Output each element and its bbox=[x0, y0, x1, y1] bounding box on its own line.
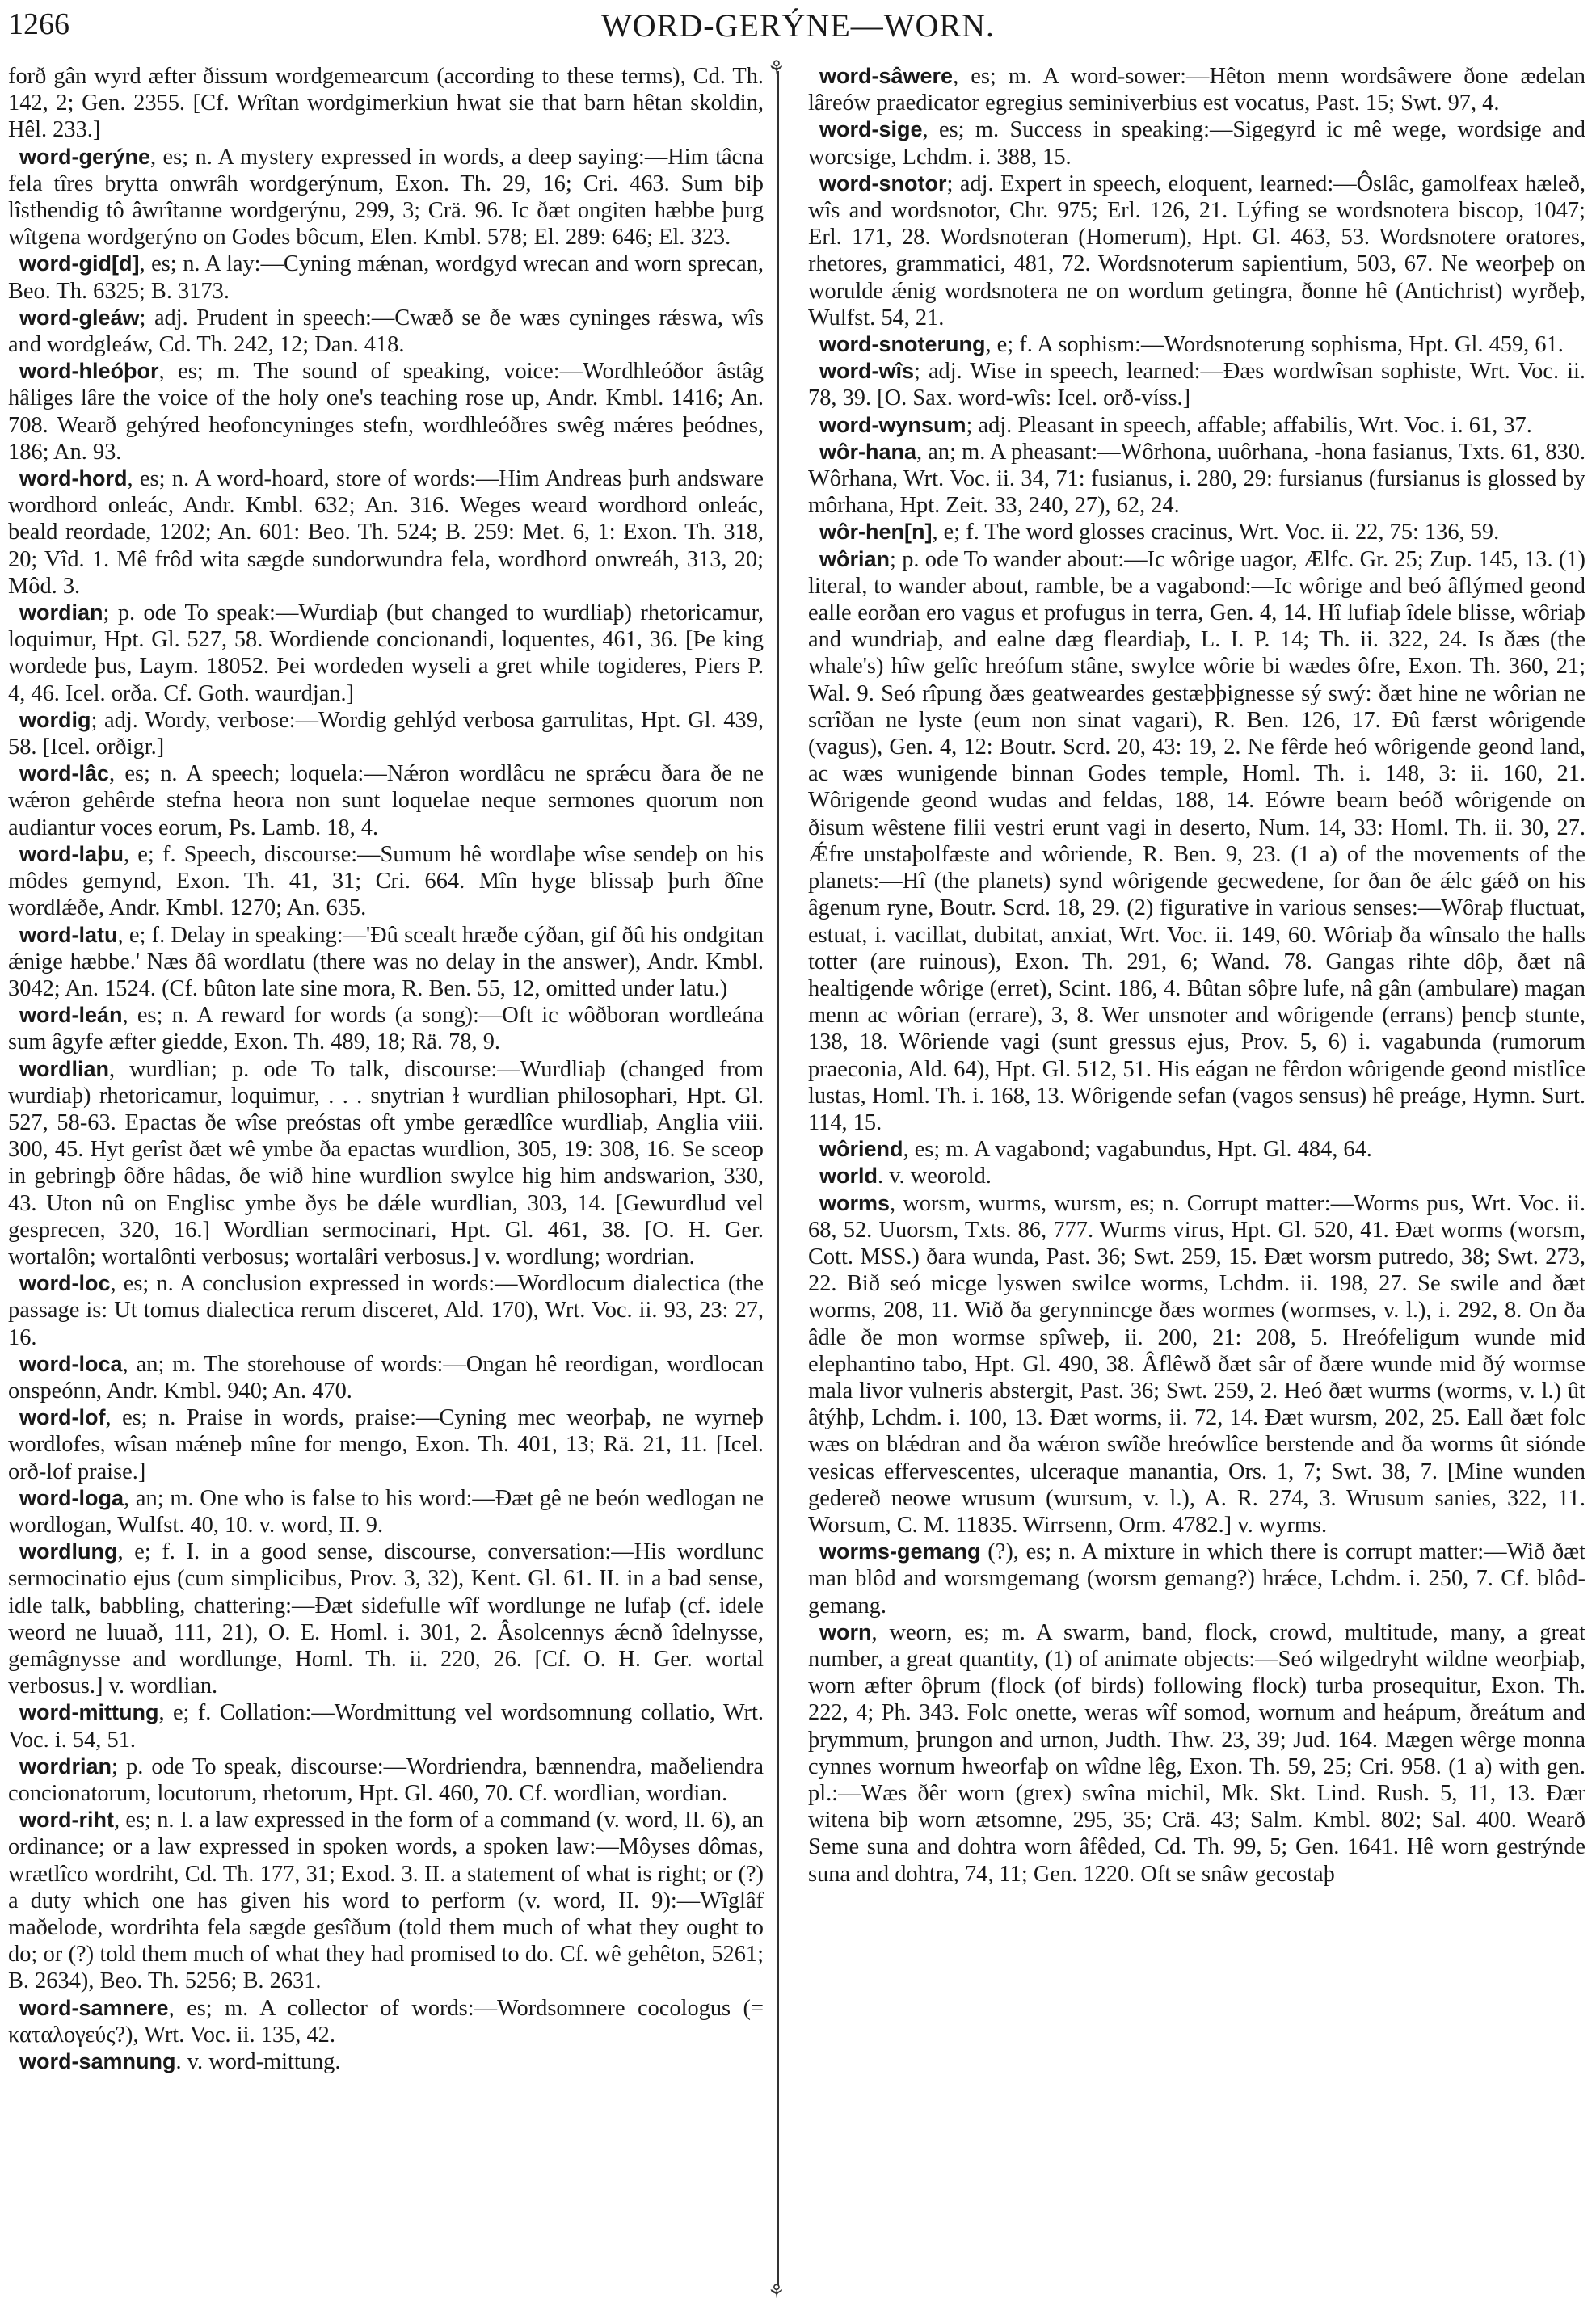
headword: word-lâc bbox=[19, 761, 110, 786]
dictionary-entry bbox=[808, 1539, 1585, 1619]
dictionary-entry bbox=[8, 358, 764, 465]
dictionary-entry bbox=[8, 1270, 764, 1351]
headword: word-gid[d] bbox=[19, 251, 140, 276]
headword: wordrian bbox=[19, 1753, 112, 1779]
headword: wordian bbox=[19, 600, 103, 625]
entry-definition: , e; f. Delay in speaking:—'Ðû scealt hræðe cýðan, gif ðû his ondgitan ǽnige hæbbe.' Næs ðâ wordlatu (there was no delay in the answer), Andr. Kmbl. 3042; An. 1524. (Cf. bûton late sine mora, R. Ben. 55, 12, omitted under latu.) bbox=[8, 922, 764, 1001]
dictionary-entry bbox=[808, 1190, 1585, 1539]
dictionary-entry bbox=[808, 170, 1585, 331]
dictionary-entry bbox=[8, 707, 764, 760]
dictionary-entry bbox=[808, 331, 1585, 358]
entry-definition: , es; m. A word-sower:—Hêton menn wordsâwere ðone ædelan lâreów praedicator egregius seminiverbius est vocatus, Past. 15; Swt. 97, 4. bbox=[808, 64, 1585, 116]
headword: word-riht bbox=[19, 1808, 114, 1833]
headword: word-sige bbox=[819, 117, 923, 142]
headword: word-laþu bbox=[19, 841, 124, 866]
dictionary-entry bbox=[808, 358, 1585, 411]
dictionary-entry bbox=[8, 1753, 764, 1807]
dictionary-entry bbox=[8, 760, 764, 841]
entry-definition: , weorn, es; m. A swarm, band, flock, crowd, multitude, many, a great number, a great quantity, (1) of animate objects:—Seó wilgedryht wildne weorþiaþ, worn æfter ôþrum (flock (of birds) following flock) turba prosequitur, Exon. Th. 222, 4; Ph. 343. Folc onette, weras wîf somod, wornum and heápum, ðreátum and þrymmum, þrungon and urnon, Judth. Thw. 23, 39; Jud. 164. Mægen wêrge monna cynnes wornum hweorfaþ on wîdne lêg, Exon. Th. 59, 25; Cri. 958. (1 a) with gen. pl.:—Wæs ðêr worn (grex) swîna michil, Mk. Skt. Lind. Rush. 5, 11, 13. Ðær witena biþ worn ætsomne, 295, 35; Crä. 43; Salm. Kmbl. 802; Sal. 400. Wearð Seme suna and dohtra worn âfêded, Cd. Th. 99, 5; Gen. 1641. Hê worn gestrýnde suna and dohtra, 74, 11; Gen. 1220. Oft se snâw gecostaþ bbox=[808, 1619, 1585, 1887]
entry-definition: , e; f. A sophism:—Wordsnoterung sophisma, Hpt. Gl. 459, 61. bbox=[985, 332, 1564, 358]
headword: word-snoterung bbox=[819, 332, 986, 357]
headword: word-wîs bbox=[819, 359, 915, 384]
entry-definition: (?), es; n. A mixture in which there is corrupt matter:—Wið ðæt man blôd and worsmgemang (worsm gemang?) hrǽce, Lchdm. i. 250, 7. Cf. blôd-gemang. bbox=[808, 1539, 1585, 1619]
entry-definition: ; adj. Expert in speech, eloquent, learned:—Ôslâc, gamolfeax hæleð, wîs and wordsnotor, Chr. 975; Erl. 126, 21. Lýfing se wordsnotera biscop, 1047; Erl. 171, 28. Wordsnoteran (Homerum), Hpt. Gl. 463, 53. Wordsnotere oratores, rhetores, grammatici, 481, 72. Wordsnoterum sapientium, 503, 67. Ne weorþeþ on worulde ǽnig wordsnotera ne on wordum getingra, ðonne hê (Antichrist) wyrðeþ, Wulfst. 54, 21. bbox=[808, 170, 1585, 330]
headword: word-samnung bbox=[19, 2049, 176, 2074]
dictionary-entry bbox=[8, 1056, 764, 1271]
dictionary-entry bbox=[808, 412, 1585, 439]
dictionary-entry bbox=[8, 600, 764, 707]
entry-definition: ; p. ode To speak, discourse:—Wordriendra, bænnendra, maðeliendra concionatorum, locutorum, rhetorum, Hpt. Gl. 460, 70. Cf. wordlian, wordian. bbox=[8, 1753, 764, 1806]
entry-definition: , es; n. A word-hoard, store of words:—Him Andreas þurh andsware wordhord onleác, Andr. Kmbl. 632; An. 316. Weges weard wordhord onleác, beald reordade, 1202; An. 601: Beo. Th. 524; B. 259: Met. 6, 1: Exon. Th. 318, 20; Vîd. 1. Mê frôd wita sægde sundorwundra fela, wordhord onwreáh, 313, 20; Môd. 3. bbox=[8, 466, 764, 599]
headword: word-mittung bbox=[19, 1700, 159, 1725]
headword: word-snotor bbox=[819, 170, 947, 196]
dictionary-entry bbox=[8, 1995, 764, 2048]
entry-definition: , es; n. I. a law expressed in the form of a command (v. word, II. 6), an ordinance; or a law expressed in spoken words, a spoken law:—Môyses dômas, wrætlîco wordriht, Cd. Th. 177, 31; Exod. 3. II. a statement of what is right; or (?) a duty which one has given his word to perform (v. word, II. 9):—Wîglâf maðelode, wordrihta fela sægde gesîðum (told them much of what they ought to do; or (?) told them much of what they had promised to do. Cf. wê gehêton, 5261; B. 2634), Beo. Th. 5256; B. 2631. bbox=[8, 1808, 764, 1994]
dictionary-entry bbox=[808, 439, 1585, 520]
entry-definition: , es; m. Success in speaking:—Sigegyrd ic mê wege, wordsige and worcsige, Lchdm. i. 388, 15. bbox=[808, 117, 1585, 170]
entry-definition: ; adj. Wise in speech, learned:—Ðæs wordwîsan sophiste, Wrt. Voc. ii. 78, 39. [O. Sax. word-wîs: Icel. orð-víss.] bbox=[808, 359, 1585, 411]
headword: worms-gemang bbox=[819, 1539, 981, 1564]
column-ornament-bottom-icon: ⚘ bbox=[768, 2282, 785, 2303]
entry-definition: ; adj. Pleasant in speech, affable; affabilis, Wrt. Voc. i. 61, 37. bbox=[966, 412, 1532, 438]
entry-definition: , es; n. Praise in words, praise:—Cyning mec weorþaþ, ne wyrneþ wordlofes, wîsan mǽneþ mîne for mengo, Exon. Th. 401, 13; Rä. 21, 11. [Icel. orð-lof praise.] bbox=[8, 1405, 764, 1484]
entry-definition: , es; m. A vagabond; vagabundus, Hpt. Gl. 484, 64. bbox=[903, 1137, 1372, 1163]
headword: word-samnere bbox=[19, 1995, 169, 2020]
dictionary-entry bbox=[8, 63, 764, 144]
page-title: WORD-GERÝNE—WORN. bbox=[601, 7, 995, 44]
entry-definition: , es; m. The sound of speaking, voice:—Wordhleóðor âstâg hâliges lâre the voice of the holy one's teaching rose up, Andr. Kmbl. 1416; An. 708. Wearð gehýred heofoncyninges stefn, wordhleóðres swêg mǽres þeódnes, 186; An. 93. bbox=[8, 359, 764, 465]
headword: word-hord bbox=[19, 466, 128, 491]
dictionary-entry bbox=[8, 1002, 764, 1055]
dictionary-entry bbox=[8, 1539, 764, 1699]
dictionary-entry bbox=[8, 1351, 764, 1404]
headword: wordig bbox=[19, 707, 91, 732]
headword: wordlung bbox=[19, 1539, 118, 1564]
right-column bbox=[808, 63, 1585, 1888]
dictionary-entry bbox=[808, 1163, 1585, 1189]
entry-definition: , an; m. One who is false to his word:—Ðæt gê ne beón wedlogan ne wordlogan, Wulfst. 40, 10. v. word, II. 9. bbox=[8, 1485, 764, 1538]
dictionary-entry bbox=[8, 1485, 764, 1539]
headword: word-hleóþor bbox=[19, 359, 159, 384]
headword: worms bbox=[819, 1190, 891, 1215]
page-header bbox=[8, 6, 1588, 55]
dictionary-entry bbox=[808, 546, 1585, 1136]
entry-definition: , es; n. A lay:—Cyning mǽnan, wordgyd wrecan and worn sprecan, Beo. Th. 6325; B. 3173. bbox=[8, 251, 764, 304]
entry-definition: , es; n. A conclusion expressed in words:—Wordlocum dialectica (the passage is: Ut tomus dialectica rerum disceret, Ald. 170), Wrt. Voc. ii. 93, 23: 27, 16. bbox=[8, 1271, 764, 1350]
entry-definition: ; p. ode To speak:—Wurdiaþ (but changed to wurdliaþ) rhetoricamur, loquimur, Hpt. Gl. 527, 58. Wordiende concionandi, loquentes, 461, 36. [Þe king wordede þus, Laym. 18052. Þei wordeden wyseli a gret while togideres, Piers P. 4, 46. Icel. orða. Cf. Goth. waurdjan.] bbox=[8, 600, 764, 706]
headword: word-sâwere bbox=[819, 64, 954, 88]
entry-definition: , wurdlian; p. ode To talk, discourse:—Wurdliaþ (changed from wurdiaþ) rhetoricamur, loquimur, . . . snytrian ɫ wurdlian philosophari, Hpt. Gl. 527, 58-63. Epactas ðe wîse preóstas oft ymbe gerædlîce wurdliaþ, Anglia viii. 300, 45. Hyt gerîst ðæt wê ymbe ða epactas wurdlion, 305, 19: 308, 16. Se sceop in gebringþ ôðre hâdas, ðe wið hine wurdlion swylce hig him andswarion, 330, 43. Uton nû on Englisc ymbe ðys be dǽle wurdlian, 303, 14. [Gewurdlud vel gesprecen, 320, 16.] Wordlian sermocinari, Hpt. Gl. 461, 38. [O. H. Ger. wortalôn; wortalônti verbosus; wortalâri verbosus.] v. wordlung; wordrian. bbox=[8, 1056, 764, 1269]
headword: word-loca bbox=[19, 1351, 123, 1376]
dictionary-entry bbox=[8, 250, 764, 304]
entry-definition: , worsm, wurms, wursm, es; n. Corrupt matter:—Worms pus, Wrt. Voc. ii. 68, 52. Uuorsm, Txts. 86, 777. Wurms virus, Hpt. Gl. 520, 41. Ðæt worms (worsm, Cott. MSS.) ðara wunda, Past. 36; Swt. 259, 15. Ðæt worsm putredo, 38; Swt. 273, 22. Bið seó micge lyswen swilce worms, Lchdm. ii. 198, 27. Se swile and ðæt worms, 208, 11. Wið ða gerynnincge ðæs wormes (wormses, v. l.), i. 292, 8. On ða âdle ðe mon wormse spîweþ, ii. 200, 21: 208, 5. Hreófeligum wunde mid elephantino tabo, Hpt. Gl. 490, 38. Âflêwð ðæt sâr of ðære wunde mid ðý wormse mala livor vulneris abstergit, Past. 36; Swt. 259, 2. Heó ðæt wurms (worms, v. l.) ût âtýhþ, Lchdm. i. 100, 13. Ðæt worms, ii. 72, 14. Ðæt wursm, 202, 25. Eall ðæt folc wæs on blǽdran and ða wǽron swîðe hreówlîce berstende and ða worms ût siónde vesicas effervescentes, ulceraque manantia, Ors. 1, 7; Swt. 38, 7. [Mine wunden gedereð neowe wrusum (wursum, v. l.), A. R. 274, 3. Wrusum sanies, 322, 11. Worsum, C. M. 11835. Wirrsenn, Orm. 4782.] v. wyrms. bbox=[808, 1190, 1585, 1538]
headword: wôr-hen[n] bbox=[819, 520, 933, 545]
headword: word-gerýne bbox=[19, 144, 151, 169]
headword: word-loc bbox=[19, 1271, 111, 1296]
dictionary-entry bbox=[8, 2048, 764, 2075]
entry-definition: , es; m. A collector of words:—Wordsomnere cocologus (= καταλογεύς?), Wrt. Voc. ii. 135, 42. bbox=[8, 1995, 764, 2048]
entry-definition: , an; m. A pheasant:—Wôrhona, uuôrhana, -hona fasianus, Txts. 61, 830. Wôrhana, Wrt. Voc. ii. 34, 71: fusianus, i. 280, 29: fursianus (fursianus is glossed by môrhana, Hpt. Zeit. 33, 240, 27), 62, 24. bbox=[808, 439, 1585, 519]
dictionary-entry bbox=[808, 519, 1585, 545]
left-column bbox=[8, 63, 764, 2075]
entry-definition: , es; n. A reward for words (a song):—Oft ic wôðboran wordleána sum âgyfe æfter giedde, Exon. Th. 489, 18; Rä. 78, 9. bbox=[8, 1003, 764, 1055]
dictionary-entry bbox=[8, 841, 764, 922]
entry-definition: , e; f. Collation:—Wordmittung vel wordsomnung collatio, Wrt. Voc. i. 54, 51. bbox=[8, 1700, 764, 1753]
entry-definition: , e; f. The word glosses cracinus, Wrt. Voc. ii. 22, 75: 136, 59. bbox=[932, 520, 1500, 545]
dictionary-entry bbox=[8, 144, 764, 251]
entry-definition: , e; f. Speech, discourse:—Sumum hê wordlaþe wîse sendeþ on his môdes gemynd, Exon. Th. 41, 31; Cri. 664. Mîn hyge blissaþ þurh ðîne wordlǽðe, Andr. Kmbl. 1270; An. 635. bbox=[8, 841, 764, 921]
headword: word-lof bbox=[19, 1405, 106, 1430]
headword: wôrian bbox=[819, 546, 891, 571]
entry-definition: , an; m. The storehouse of words:—Ongan hê reordigan, wordlocan onspeónn, Andr. Kmbl. 940; An. 470. bbox=[8, 1351, 764, 1404]
dictionary-entry bbox=[8, 922, 764, 1003]
entry-definition: ; adj. Prudent in speech:—Cwæð se ðe wæs cyninges rǽswa, wîs and wordgleáw, Cd. Th. 242, 12; Dan. 418. bbox=[8, 305, 764, 358]
headword: word-gleáw bbox=[19, 305, 140, 330]
entry-definition: , es; n. A mystery expressed in words, a deep saying:—Him tâcna fela tîres brytta onwrâh wordgerýnum, Exon. Th. 29, 16; Cri. 463. Sum biþ lîsthendig tô âwrîtanne wordgerýnu, 299, 3; Crä. 96. Ic ðæt ongiten hæbbe þurg wîtgena wordgerýno on Godes bôcum, Elen. Kmbl. 578; El. 289: 646; El. 323. bbox=[8, 144, 764, 250]
entry-definition: . v. weorold. bbox=[878, 1164, 992, 1189]
dictionary-entry bbox=[8, 1699, 764, 1753]
entry-definition: . v. word-mittung. bbox=[175, 2049, 341, 2075]
page-number: 1266 bbox=[8, 7, 69, 41]
headword: worn bbox=[819, 1619, 872, 1644]
dictionary-entry bbox=[8, 305, 764, 358]
headword: word-latu bbox=[19, 922, 118, 947]
headword: word-wynsum bbox=[819, 412, 966, 437]
headword: word-leán bbox=[19, 1003, 123, 1028]
headword: word-loga bbox=[19, 1485, 124, 1510]
column-ornament-top-icon: ⚘ bbox=[768, 58, 785, 79]
dictionary-entry bbox=[8, 1807, 764, 1994]
dictionary-entry bbox=[808, 63, 1585, 116]
dictionary-entry bbox=[8, 465, 764, 600]
entry-definition: , es; n. A speech; loquela:—Nǽron wordlâcu ne sprǽcu ðara ðe ne wǽron gehêrde stefna heora non sunt loquelae neque sermones quorum non audiantur voces eorum, Ps. Lamb. 18, 4. bbox=[8, 761, 764, 840]
entry-definition: ; adj. Wordy, verbose:—Wordig gehlýd verbosa garrulitas, Hpt. Gl. 439, 58. [Icel. orðigr.] bbox=[8, 707, 764, 760]
headword: wôriend bbox=[819, 1137, 903, 1162]
dictionary-entry bbox=[808, 116, 1585, 170]
dictionary-entry bbox=[808, 1136, 1585, 1163]
entry-definition: ; p. ode To wander about:—Ic wôrige uagor, Ælfc. Gr. 25; Zup. 145, 13. (1) literal, to wander about, ramble, be a vagabond:—Ic wôrige and beó âflýmed geond ealle eorðan ero vagus et profugus in terra, Gen. 4, 14. Hî lufiaþ îdele blisse, wôriaþ and wundriaþ, and ealne dæg fleardiaþ, L. I. P. 14; Th. ii. 322, 24. Is ðæs (the whale's) hîw gelîc hreófum stâne, swylce wôrie bi wædes ôfre, Exon. Th. 360, 21; Wal. 9. Seó rîpung ðæs geatweardes gestæþþignesse sý swý: ðæt hine ne wôrian ne scrîðan ne lyste (eum non sinat vagari), R. Ben. 126, 17. Ðû færst wôrigende (vagus), Gen. 4, 12: Boutr. Scrd. 20, 43: 19, 2. Ne fêrde heó wôrigende geond land, ac wæs wunigende binnan Godes temple, Homl. Th. i. 148, 3: ii. 160, 21. Wôrigende geond wudas and feldas, 188, 14. Eówre bearn beóð wôrigende on ðisum wêstene filii vestri erunt vagi in deserto, Num. 14, 33: Homl. Th. ii. 30, 27. Ǽfre unstaþolfæste and wôriende, R. Ben. 9, 23. (1 a) of the movements of the planets:—Hî (the planets) synd wôrigende gecwedene, for ðan ðe ǽlc gǽð on his âgenum ryne, Boutr. Scrd. 18, 29. (2) figurative in various senses:—Wôraþ fluctuat, estuat, i. vacillat, dubitat, anxiat, Wrt. Voc. ii. 149, 60. Wôriaþ ða wînsalo the halls totter (are ruinous), Exon. Th. 291, 6; Wand. 78. Gangas rihte dôþ, ðæt nâ healtigende wôrige (erret), Scint. 186, 4. Bûtan sôþre lufe, nâ gân (ambulare) magan menn ac wôrian (errare), 3, 8. Wer unsnoter and wôrigende (errans) þencþ stunte, 138, 18. Wôriende vagi (sunt gressus ejus, Prov. 5, 6) i. vagabunda (rumorum praeconia, Ald. 64), Hpt. Gl. 512, 51. His eágan ne fêrdon wôrigende geond mistlîce lustas, Homl. Th. i. 168, 13. Wôrigende sefan (vagos sensus) hê preáge, Hymn. Surt. 114, 15. bbox=[808, 546, 1585, 1135]
headword: world bbox=[819, 1164, 878, 1189]
headword: wordlian bbox=[19, 1056, 110, 1081]
dictionary-entry bbox=[808, 1619, 1585, 1888]
entry-definition: forð gân wyrd æfter ðissum wordgemearcum (according to these terms), Cd. Th. 142, 2; Gen. 2355. [Cf. Wrîtan wordgimerkiun hwat sie that barn hêtan skoldin, Hêl. 233.] bbox=[8, 64, 764, 143]
headword: wôr-hana bbox=[819, 439, 917, 464]
dictionary-entry bbox=[8, 1404, 764, 1485]
column-divider bbox=[777, 71, 779, 2285]
entry-definition: , e; f. I. in a good sense, discourse, conversation:—His wordlunc sermocinatio ejus (cum simplicibus, Prov. 3, 32), Kent. Gl. 61. II. in a bad sense, idle talk, babbling, chattering:—Ðæt sidefulle wîf wordlunge ne lufaþ (cf. idele weord ne luuað, 111, 21), O. E. Homl. i. 301, 2. Âsolcennys ǽcnð îdelnysse, gemâgnysse and wordlunge, Homl. Th. ii. 220, 26. [Cf. O. H. Ger. wortal verbosus.] v. wordlian. bbox=[8, 1539, 764, 1699]
